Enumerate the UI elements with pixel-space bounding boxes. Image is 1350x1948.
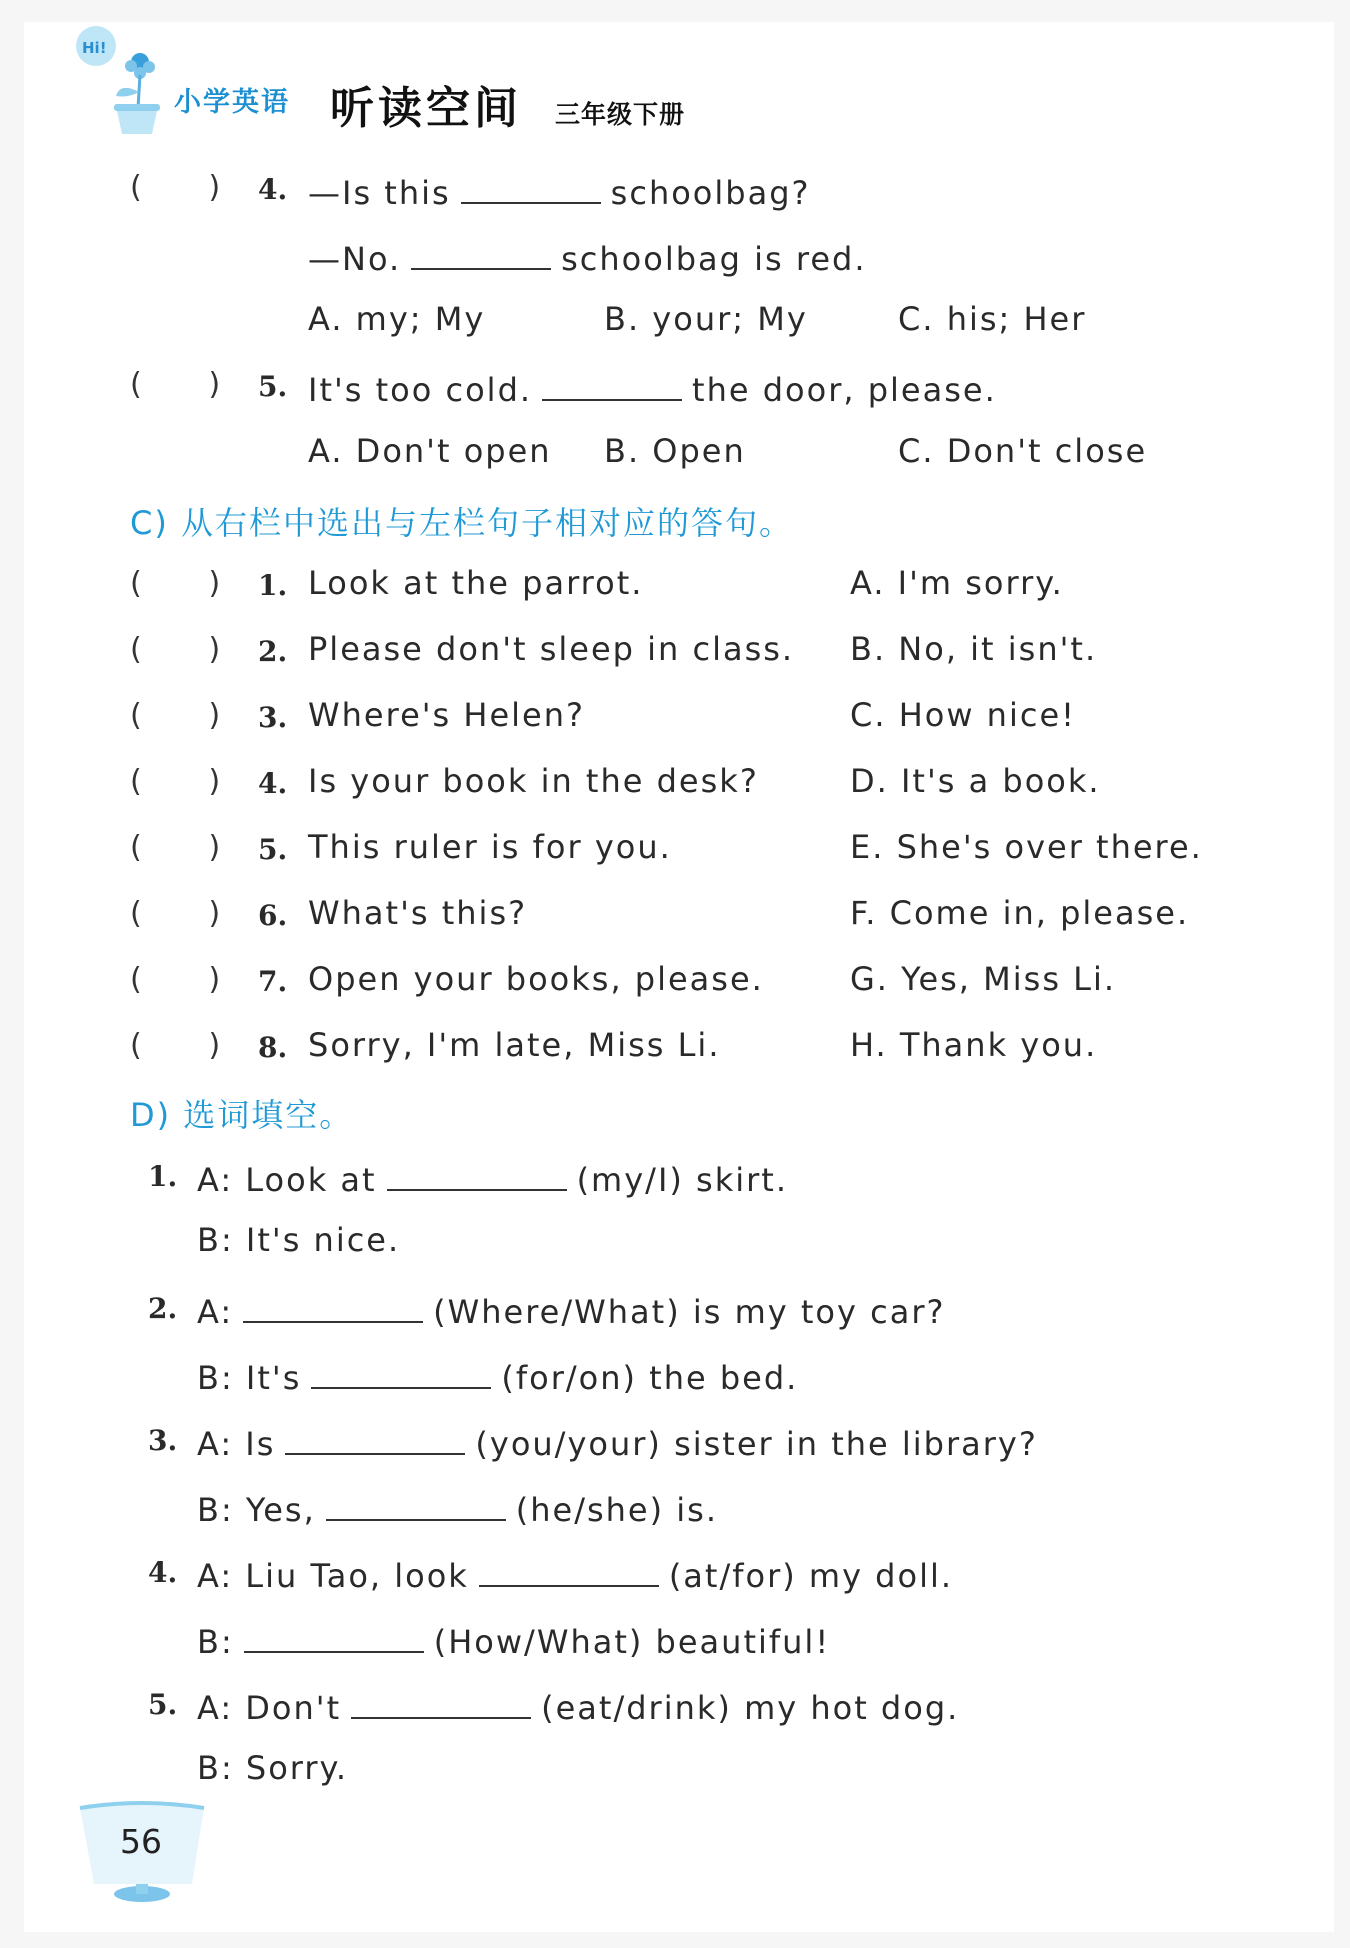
header-title: 听读空间 xyxy=(330,83,522,134)
answer-bracket[interactable]: ( ) xyxy=(130,896,221,931)
question-number: 1. xyxy=(258,569,288,602)
option-b: B. your; My xyxy=(604,300,808,338)
header-subject: 小学英语 xyxy=(174,87,290,118)
option-a: A. Don't open xyxy=(308,432,552,470)
flower-pot-icon xyxy=(60,20,170,138)
answer-bracket[interactable]: ( ) xyxy=(130,698,221,733)
fill-blank[interactable] xyxy=(243,1287,423,1323)
answer-bracket[interactable]: ( ) xyxy=(130,367,221,402)
answer-bracket[interactable]: ( ) xyxy=(130,566,221,601)
fill-blank[interactable] xyxy=(285,1419,465,1455)
right-answer: A. I'm sorry. xyxy=(850,564,1064,602)
question-number: 4. xyxy=(258,173,288,206)
option-c: C. his; Her xyxy=(898,300,1087,338)
dialogue-line: A: Is (you/your) sister in the library? xyxy=(197,1419,1038,1463)
dialogue-line: B: Yes, (he/she) is. xyxy=(197,1485,718,1529)
header-logo xyxy=(60,20,170,138)
right-answer: D. It's a book. xyxy=(850,762,1101,800)
dialogue-line: A: Don't (eat/drink) my hot dog. xyxy=(197,1683,959,1727)
left-sentence: Open your books, please. xyxy=(308,960,764,998)
question-number: 3. xyxy=(148,1424,178,1457)
option-c: C. Don't close xyxy=(898,432,1148,470)
question-text: —Is this schoolbag? xyxy=(308,168,810,212)
answer-bracket[interactable]: ( ) xyxy=(130,1028,221,1063)
header-grade: 三年级下册 xyxy=(555,100,686,129)
right-answer: C. How nice! xyxy=(850,696,1076,734)
answer-bracket[interactable]: ( ) xyxy=(130,830,221,865)
question-number: 6. xyxy=(258,899,288,932)
fill-blank[interactable] xyxy=(244,1617,424,1653)
question-number: 5. xyxy=(148,1688,178,1721)
right-answer: G. Yes, Miss Li. xyxy=(850,960,1117,998)
dialogue-line: B: It's (for/on) the bed. xyxy=(197,1353,798,1397)
question-number: 1. xyxy=(148,1160,178,1193)
fill-blank[interactable] xyxy=(351,1683,531,1719)
dialogue-line: A: (Where/What) is my toy car? xyxy=(197,1287,945,1331)
left-sentence: Look at the parrot. xyxy=(308,564,644,602)
answer-bracket[interactable]: ( ) xyxy=(130,764,221,799)
question-number: 2. xyxy=(148,1292,178,1325)
left-sentence: This ruler is for you. xyxy=(308,828,672,866)
dialogue-line: B: Sorry. xyxy=(197,1749,349,1787)
section-d-title: D) 选词填空。 xyxy=(130,1096,354,1134)
dialogue-line: A: Look at (my/I) skirt. xyxy=(197,1155,788,1199)
question-number: 5. xyxy=(258,370,288,403)
question-text: —No. schoolbag is red. xyxy=(308,234,866,278)
fill-blank[interactable] xyxy=(326,1485,506,1521)
left-sentence: Is your book in the desk? xyxy=(308,762,759,800)
question-text: It's too cold. the door, please. xyxy=(308,365,997,409)
question-number: 7. xyxy=(258,965,288,998)
dialogue-line: A: Liu Tao, look (at/for) my doll. xyxy=(197,1551,953,1595)
answer-bracket[interactable]: ( ) xyxy=(130,170,221,205)
option-a: A. my; My xyxy=(308,300,486,338)
question-number: 4. xyxy=(258,767,288,800)
hi-badge: Hi! xyxy=(82,39,107,57)
fill-blank[interactable] xyxy=(311,1353,491,1389)
right-answer: E. She's over there. xyxy=(850,828,1203,866)
dialogue-line: B: It's nice. xyxy=(197,1221,401,1259)
right-answer: B. No, it isn't. xyxy=(850,630,1098,668)
fill-blank[interactable] xyxy=(542,365,682,401)
dialogue-line: B: (How/What) beautiful! xyxy=(197,1617,830,1661)
fill-blank[interactable] xyxy=(387,1155,567,1191)
option-b: B. Open xyxy=(604,432,746,470)
question-number: 4. xyxy=(148,1556,178,1589)
section-c-title: C) 从右栏中选出与左栏句子相对应的答句。 xyxy=(130,504,794,542)
left-sentence: Sorry, I'm late, Miss Li. xyxy=(308,1026,721,1064)
right-answer: H. Thank you. xyxy=(850,1026,1098,1064)
right-answer: F. Come in, please. xyxy=(850,894,1190,932)
left-sentence: What's this? xyxy=(308,894,528,932)
fill-blank[interactable] xyxy=(461,168,601,204)
answer-bracket[interactable]: ( ) xyxy=(130,962,221,997)
fill-blank[interactable] xyxy=(411,234,551,270)
question-number: 8. xyxy=(258,1031,288,1064)
question-number: 2. xyxy=(258,635,288,668)
left-sentence: Where's Helen? xyxy=(308,696,585,734)
left-sentence: Please don't sleep in class. xyxy=(308,630,795,668)
page-number: 56 xyxy=(120,1822,162,1861)
fill-blank[interactable] xyxy=(479,1551,659,1587)
question-number: 5. xyxy=(258,833,288,866)
answer-bracket[interactable]: ( ) xyxy=(130,632,221,667)
question-number: 3. xyxy=(258,701,288,734)
